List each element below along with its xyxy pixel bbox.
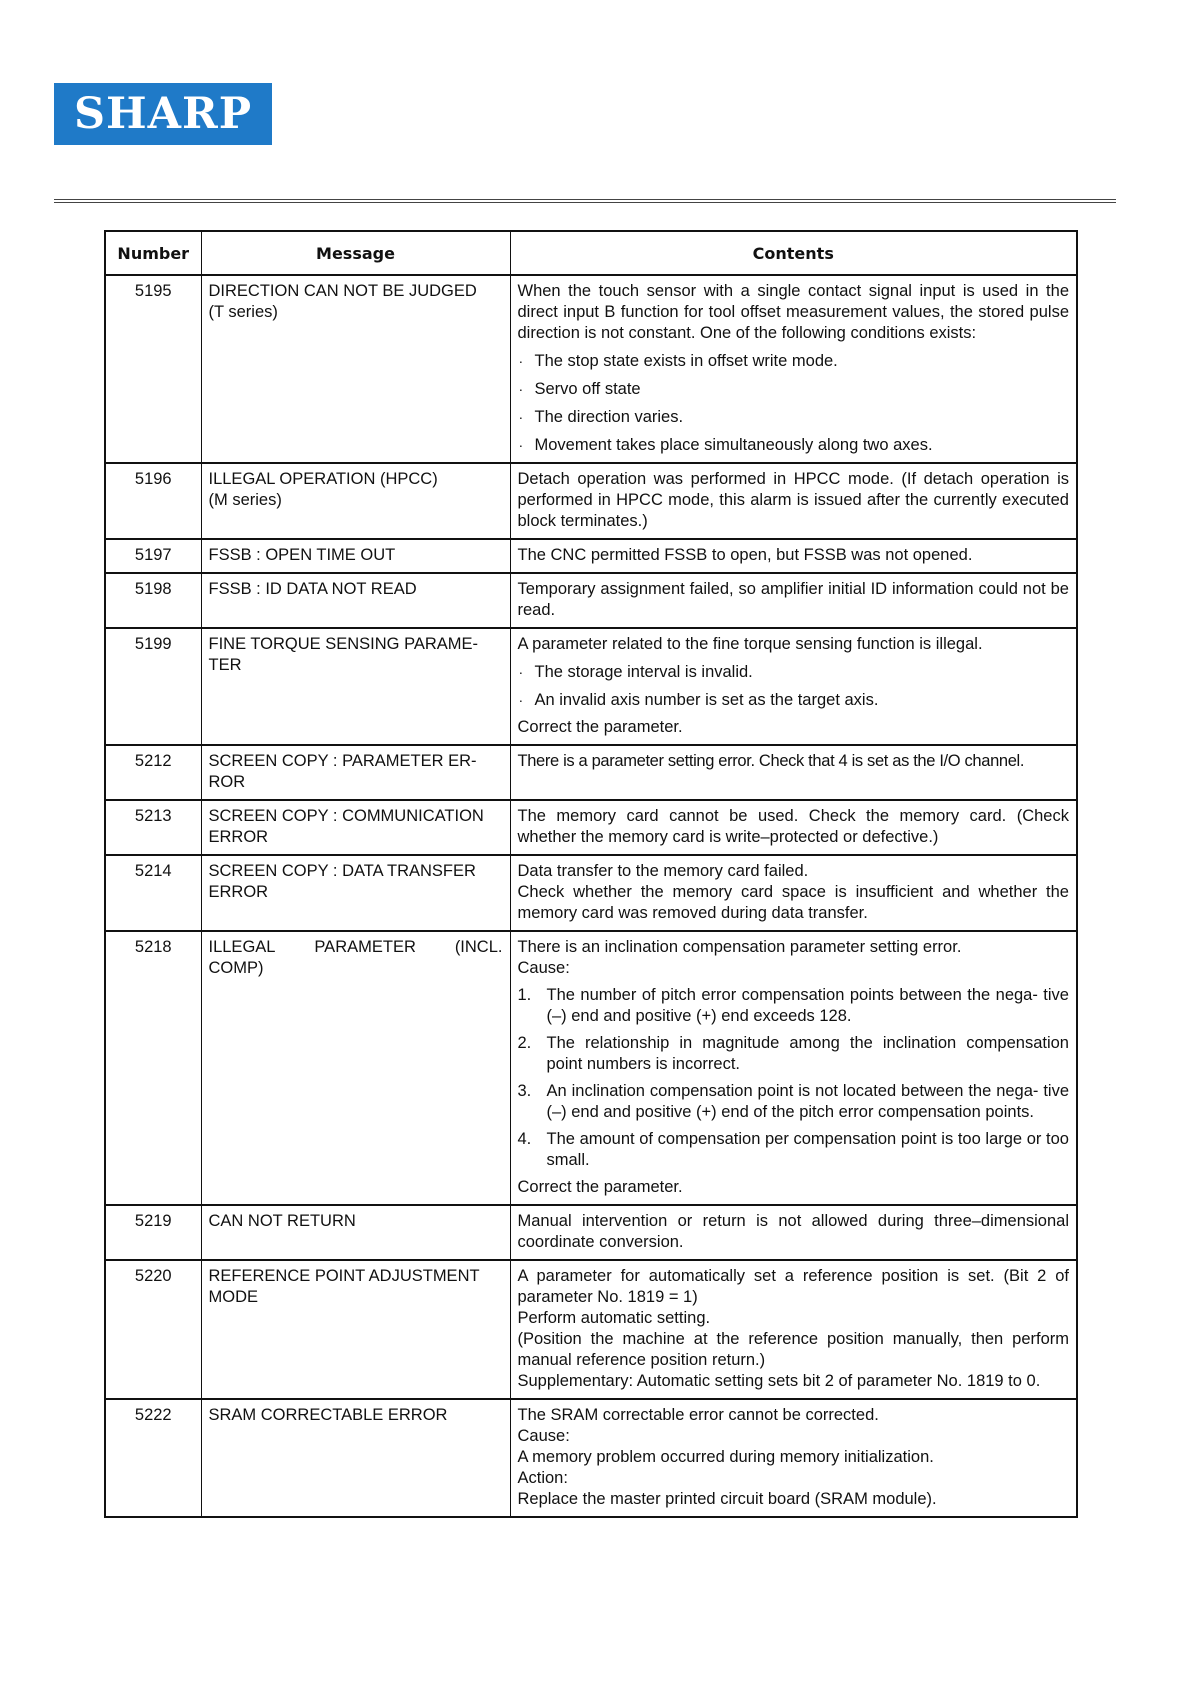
- table-row: [105, 628, 1077, 745]
- alarm-number: 5212: [105, 745, 201, 800]
- bullet-item: · The storage interval is invalid.: [518, 662, 1070, 683]
- alarm-message: [201, 1260, 510, 1399]
- alarm-number: 5195: [105, 275, 201, 463]
- contents-text: A memory problem occurred during memory initialization.: [517, 1448, 934, 1466]
- contents-text: Data transfer to the memory card failed.: [517, 862, 809, 880]
- message-line: ILLEGAL PARAMETER (INCL.: [208, 938, 503, 956]
- alarm-message: [201, 275, 510, 463]
- contents-text: There is an inclination compensation parameter setting error.: [517, 938, 962, 956]
- message-line: SCREEN COPY : PARAMETER ER-: [208, 752, 477, 770]
- alarm-number: 5220: [105, 1260, 201, 1399]
- bullet-item: · An invalid axis number is set as the target axis.: [518, 690, 1070, 711]
- message-line: FSSB : ID DATA NOT READ: [208, 580, 417, 598]
- alarm-contents: [510, 275, 1077, 463]
- alarm-message: [201, 800, 510, 855]
- item-text: An inclination compensation point is not located between the nega- tive (–) end and positive (+) end of the pitch error compensation points.: [546, 1082, 1069, 1121]
- item-text: The relationship in magnitude among the inclination compensation point numbers is incorrect.: [546, 1034, 1069, 1073]
- contents-text: A parameter related to the fine torque sensing function is illegal.: [517, 635, 983, 653]
- message-line: REFERENCE POINT ADJUSTMENT: [208, 1267, 480, 1285]
- numbered-item: [518, 1033, 1070, 1075]
- header-rule-bottom: [54, 202, 1116, 203]
- alarm-number: 5196: [105, 463, 201, 539]
- message-line: SCREEN COPY : COMMUNICATION: [208, 807, 484, 825]
- bullet-item: · Servo off state: [518, 379, 1070, 400]
- table-row: [105, 539, 1077, 573]
- contents-text: (Position the machine at the reference position manually, then perform manual reference position return.): [517, 1330, 1069, 1369]
- message-line: COMP): [208, 959, 264, 977]
- alarm-message: [201, 573, 510, 628]
- contents-text: Cause:: [517, 959, 570, 977]
- alarm-contents: [510, 573, 1077, 628]
- alarm-contents: [510, 745, 1077, 800]
- contents-text: Supplementary: Automatic setting sets bit 2 of parameter No. 1819 to 0.: [517, 1372, 1041, 1390]
- message-line: ERROR: [208, 828, 269, 846]
- alarm-message: [201, 745, 510, 800]
- message-line: MODE: [208, 1288, 258, 1306]
- contents-text: The CNC permitted FSSB to open, but FSSB was not opened.: [517, 546, 973, 564]
- alarm-number: 5214: [105, 855, 201, 931]
- alarm-contents: [510, 1205, 1077, 1260]
- alarm-contents: [510, 628, 1077, 745]
- item-number: 2.: [517, 1034, 532, 1052]
- alarm-contents: [510, 463, 1077, 539]
- numbered-item: [518, 985, 1070, 1027]
- message-line: SCREEN COPY : DATA TRANSFER: [208, 862, 476, 880]
- item-text: The amount of compensation per compensation point is too large or too small.: [546, 1130, 1069, 1169]
- alarm-number: 5199: [105, 628, 201, 745]
- contents-text: A parameter for automatically set a reference position is set. (Bit 2 of parameter No. 1819 = 1): [517, 1267, 1069, 1306]
- contents-text: Replace the master printed circuit board (SRAM module).: [517, 1490, 937, 1508]
- message-line: SRAM CORRECTABLE ERROR: [208, 1406, 448, 1424]
- alarm-message: [201, 539, 510, 573]
- alarm-message: [201, 463, 510, 539]
- contents-text: The SRAM correctable error cannot be corrected.: [517, 1406, 879, 1424]
- header-message: Message: [201, 231, 510, 275]
- contents-text: Cause:: [517, 1427, 570, 1445]
- item-number: 4.: [517, 1130, 532, 1148]
- message-line: ROR: [208, 773, 246, 791]
- contents-text: The memory card cannot be used. Check the memory card. (Check whether the memory card is write–protected or defective.): [517, 807, 1069, 846]
- alarm-message: [201, 855, 510, 931]
- sharp-logo: [54, 83, 272, 145]
- table-row: [105, 745, 1077, 800]
- message-line: ILLEGAL OPERATION (HPCC): [208, 470, 438, 488]
- alarm-contents: [510, 931, 1077, 1205]
- alarm-number: 5218: [105, 931, 201, 1205]
- alarm-contents: [510, 539, 1077, 573]
- logo-text: SHARP: [73, 88, 253, 139]
- alarm-number: 5213: [105, 800, 201, 855]
- alarm-contents: [510, 800, 1077, 855]
- alarm-number: 5198: [105, 573, 201, 628]
- contents-text: Action:: [517, 1469, 568, 1487]
- alarm-contents: [510, 855, 1077, 931]
- contents-text: Temporary assignment failed, so amplifier initial ID information could not be read.: [517, 580, 1069, 619]
- header-contents: Contents: [510, 231, 1077, 275]
- contents-text: When the touch sensor with a single contact signal input is used in the direct input B function for tool offset measurement values, the stored pulse direction is not constant. One of the following conditions exists:: [517, 282, 1069, 342]
- message-line: FINE TORQUE SENSING PARAME-: [208, 635, 479, 653]
- table-row: [105, 1260, 1077, 1399]
- header-rule-top: [54, 199, 1116, 200]
- header-number: Number: [105, 231, 201, 275]
- contents-text: Correct the parameter.: [517, 1178, 683, 1196]
- alarm-number: 5219: [105, 1205, 201, 1260]
- numbered-item: [518, 1081, 1070, 1123]
- table-row: [105, 1399, 1077, 1517]
- contents-text: Correct the parameter.: [517, 718, 683, 736]
- table-row: [105, 855, 1077, 931]
- alarm-message: [201, 628, 510, 745]
- bullet-item: · The stop state exists in offset write mode.: [518, 351, 1070, 372]
- alarm-number: 5197: [105, 539, 201, 573]
- message-line: ERROR: [208, 883, 269, 901]
- table-row: [105, 800, 1077, 855]
- table-row: [105, 1205, 1077, 1260]
- contents-text: There is a parameter setting error. Check that 4 is set as the I/O channel.: [517, 752, 1025, 770]
- alarm-message: [201, 1205, 510, 1260]
- message-line: FSSB : OPEN TIME OUT: [208, 546, 396, 564]
- message-line: DIRECTION CAN NOT BE JUDGED: [208, 282, 477, 300]
- bullet-item: · Movement takes place simultaneously along two axes.: [518, 435, 1070, 456]
- contents-text: Perform automatic setting.: [517, 1309, 711, 1327]
- table-row: [105, 275, 1077, 463]
- table-row: [105, 463, 1077, 539]
- message-line: TER: [208, 656, 242, 674]
- table-row: [105, 931, 1077, 1205]
- table-row: [105, 573, 1077, 628]
- item-number: 1.: [517, 986, 532, 1004]
- item-text: The number of pitch error compensation points between the nega- tive (–) end and positive (+) end exceeds 128.: [546, 986, 1069, 1025]
- alarm-contents: [510, 1399, 1077, 1517]
- contents-text: Check whether the memory card space is insufficient and whether the memory card was removed during data transfer.: [517, 883, 1069, 922]
- contents-text: Detach operation was performed in HPCC mode. (If detach operation is performed in HPCC mode, this alarm is issued after the currently executed block terminates.): [517, 470, 1069, 530]
- alarm-contents: [510, 1260, 1077, 1399]
- bullet-item: · The direction varies.: [518, 407, 1070, 428]
- message-line: CAN NOT RETURN: [208, 1212, 356, 1230]
- numbered-item: [518, 1129, 1070, 1171]
- message-line: (M series): [208, 491, 282, 509]
- alarm-number: 5222: [105, 1399, 201, 1517]
- message-line: (T series): [208, 303, 278, 321]
- item-number: 3.: [517, 1082, 532, 1100]
- contents-text: Manual intervention or return is not allowed during three–dimensional coordinate conversion.: [517, 1212, 1069, 1251]
- alarm-table: [104, 230, 1078, 1518]
- table-header-row: [105, 231, 1077, 275]
- alarm-message: [201, 1399, 510, 1517]
- alarm-message: [201, 931, 510, 1205]
